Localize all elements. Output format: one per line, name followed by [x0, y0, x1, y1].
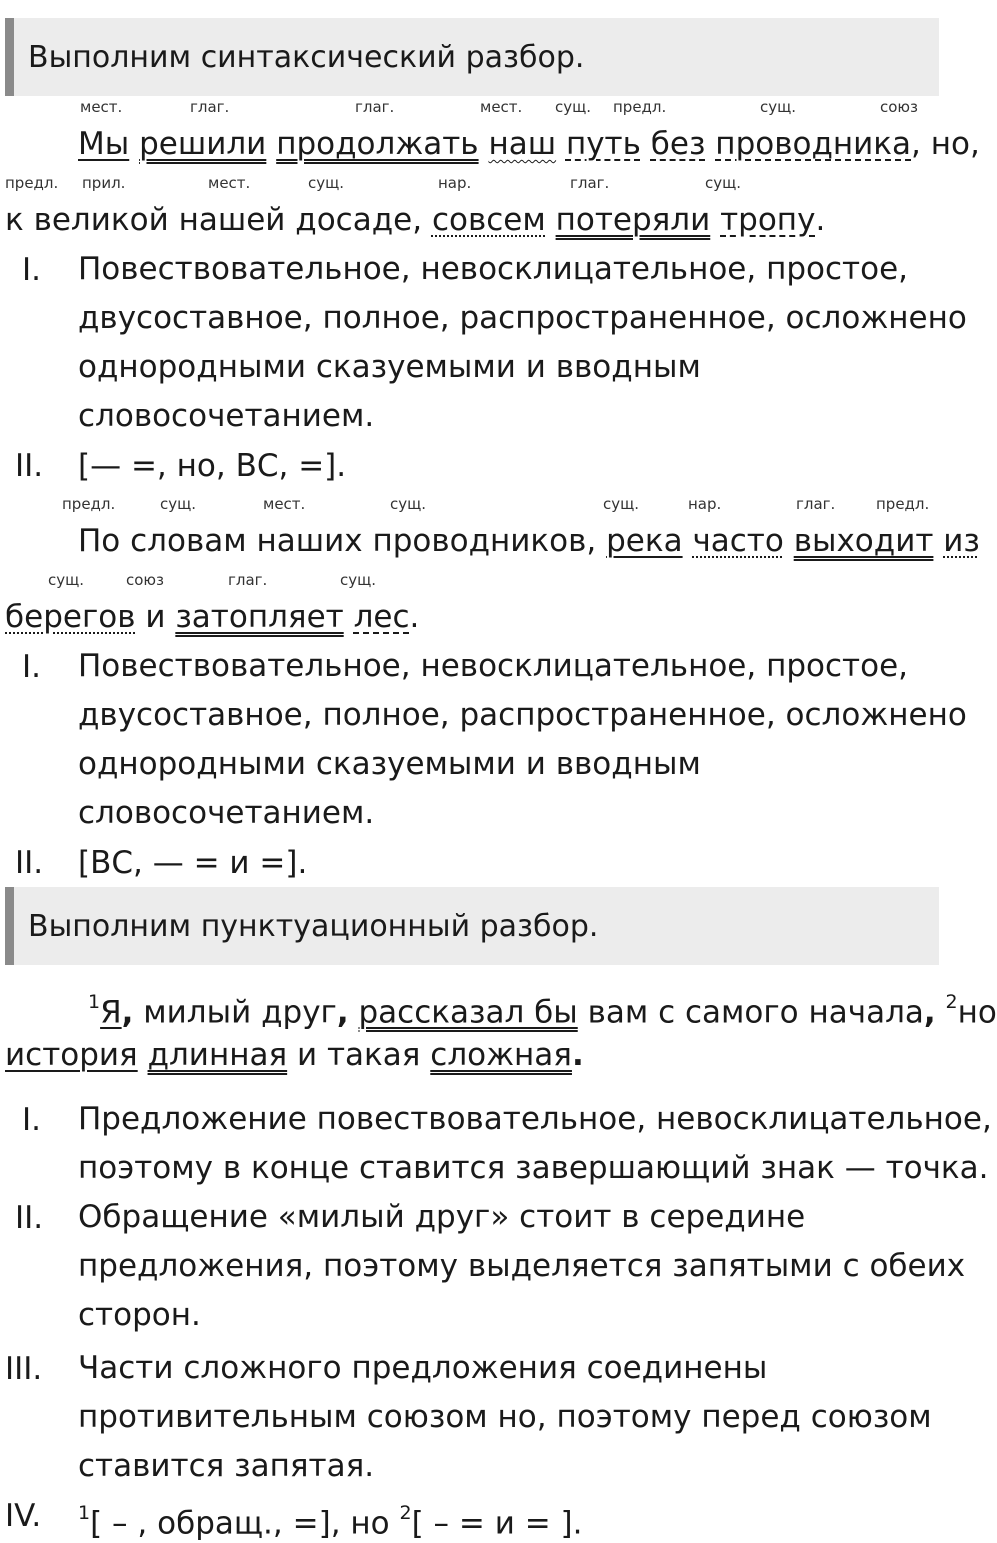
punctuation-mark: ,	[336, 994, 349, 1031]
text-fragment: и такая	[287, 1037, 431, 1073]
pos-label: сущ.	[308, 174, 345, 192]
pos-label: сущ.	[48, 571, 85, 589]
word-predicate: сложная	[430, 1037, 572, 1073]
pos-label: нар.	[438, 174, 472, 192]
word-attribute: наш	[488, 126, 557, 162]
analysis-item	[78, 245, 967, 441]
word-subject: Я	[100, 994, 122, 1031]
item-number: I.	[22, 252, 41, 288]
clause-number: 1	[88, 991, 101, 1013]
text-line: двусоставное, полное, распространенное, осложнено	[78, 697, 967, 733]
text-line: Обращение «милый друг» стоит в середине	[78, 1199, 806, 1235]
pos-label: предл.	[876, 495, 930, 513]
pos-label: сущ.	[160, 495, 197, 513]
pos-label: союз	[880, 98, 919, 116]
word-object: путь	[565, 126, 641, 162]
text-fragment: , но,	[911, 126, 980, 162]
pos-label: сущ.	[760, 98, 797, 116]
text-fragment: но	[957, 994, 997, 1031]
text-line: Части сложного предложения соединены	[78, 1350, 768, 1386]
scheme-part: [ – = и = ].	[411, 1505, 583, 1542]
sentence-scheme	[78, 1496, 583, 1543]
text-line: однородными сказуемыми и вводным	[78, 349, 701, 385]
text-line: сторон.	[78, 1297, 201, 1333]
clause-number: 2	[945, 991, 958, 1013]
clause-number: 2	[399, 1502, 412, 1524]
text-line: словосочетанием.	[78, 398, 375, 434]
punctuation-mark: ,	[923, 994, 936, 1031]
word-object: без	[650, 126, 706, 162]
word-predicate: выходит	[793, 523, 934, 559]
text-line: двусоставное, полное, распространенное, осложнено	[78, 300, 967, 336]
word-predicate: рассказал бы	[358, 994, 578, 1031]
item-number: IV.	[5, 1498, 42, 1534]
item-number: II.	[15, 1200, 44, 1236]
text-fragment: милый друг	[133, 994, 337, 1031]
item-number: II.	[15, 845, 44, 881]
text-line: Повествовательное, невосклицательное, простое,	[78, 251, 908, 287]
pos-label: сущ.	[555, 98, 592, 116]
word-predicate: продолжать	[276, 126, 479, 162]
sentence-line	[88, 985, 997, 1032]
item-number: II.	[15, 448, 44, 484]
word-object: тропу	[720, 202, 816, 238]
pos-label: мест.	[208, 174, 251, 192]
pos-label: предл.	[62, 495, 116, 513]
item-number: I.	[22, 1102, 41, 1138]
sentence-line	[78, 521, 980, 561]
text-line: словосочетанием.	[78, 795, 375, 831]
sentence-scheme: [— =, но, ВС, =].	[78, 448, 347, 484]
pos-label: мест.	[263, 495, 306, 513]
word-object: лес	[353, 599, 410, 635]
word-adverbial: из	[943, 523, 980, 559]
punctuation-mark: .	[571, 1037, 584, 1073]
word-adverbial: берегов	[5, 599, 136, 635]
text-fragment: По словам наших проводников,	[78, 523, 607, 559]
pos-label: предл.	[5, 174, 59, 192]
pos-label: прил.	[82, 174, 126, 192]
text-line: ставится запятая.	[78, 1448, 375, 1484]
item-number: I.	[22, 649, 41, 685]
analysis-item	[78, 1193, 965, 1340]
text-line: поэтому в конце ставится завершающий знак — точка.	[78, 1150, 989, 1186]
pos-label: мест.	[480, 98, 523, 116]
punctuation-mark: ,	[121, 994, 134, 1031]
pos-label: сущ.	[603, 495, 640, 513]
clause-number: 1	[78, 1502, 91, 1524]
word-predicate: потеряли	[555, 202, 711, 238]
pos-label: глаг.	[228, 571, 268, 589]
pos-label: мест.	[80, 98, 123, 116]
word-predicate: решили	[139, 126, 267, 162]
sentence-line	[5, 597, 419, 637]
sentence-line	[78, 124, 980, 164]
pos-label: сущ.	[340, 571, 377, 589]
pos-label: сущ.	[705, 174, 742, 192]
pos-label: союз	[126, 571, 165, 589]
text-fragment: .	[815, 202, 826, 238]
text-fragment: вам с самого начала	[577, 994, 924, 1031]
word-object: проводника	[715, 126, 912, 162]
text-line: однородными сказуемыми и вводным	[78, 746, 701, 782]
text-fragment: и	[135, 599, 176, 635]
word-adverbial: совсем	[431, 202, 546, 238]
word-adverbial: часто	[692, 523, 784, 559]
text-line: Предложение повествовательное, невосклицательное,	[78, 1101, 992, 1137]
pos-label: предл.	[613, 98, 667, 116]
analysis-item	[78, 1095, 992, 1193]
text-fragment: к великой нашей досаде,	[5, 202, 432, 238]
sentence-line	[5, 1035, 584, 1075]
word-predicate: длинная	[147, 1037, 288, 1073]
text-line: предложения, поэтому выделяется запятыми с обеих	[78, 1248, 966, 1284]
pos-label: глаг.	[796, 495, 836, 513]
word-subject: Мы	[78, 126, 130, 162]
pos-label: нар.	[688, 495, 722, 513]
section-header-title: Выполним пунктуационный разбор.	[28, 909, 599, 944]
text-line: Повествовательное, невосклицательное, простое,	[78, 648, 908, 684]
pos-label: глаг.	[355, 98, 395, 116]
section-header-syntax	[5, 18, 939, 96]
pos-label: глаг.	[570, 174, 610, 192]
section-header-punctuation	[5, 887, 939, 965]
scheme-part: [ – , обращ., =], но	[90, 1505, 400, 1542]
section-header-title: Выполним синтаксический разбор.	[28, 40, 585, 75]
pos-label: глаг.	[190, 98, 230, 116]
analysis-item	[78, 642, 967, 838]
text-fragment: .	[409, 599, 420, 635]
word-subject: река	[606, 523, 683, 559]
word-predicate: затопляет	[175, 599, 344, 635]
analysis-item	[78, 1344, 932, 1491]
pos-label: сущ.	[390, 495, 427, 513]
sentence-line	[5, 200, 825, 240]
word-subject: история	[5, 1037, 138, 1073]
item-number: III.	[5, 1351, 43, 1387]
sentence-scheme: [ВС, — = и =].	[78, 845, 308, 881]
text-line: противительным союзом но, поэтому перед союзом	[78, 1399, 932, 1435]
